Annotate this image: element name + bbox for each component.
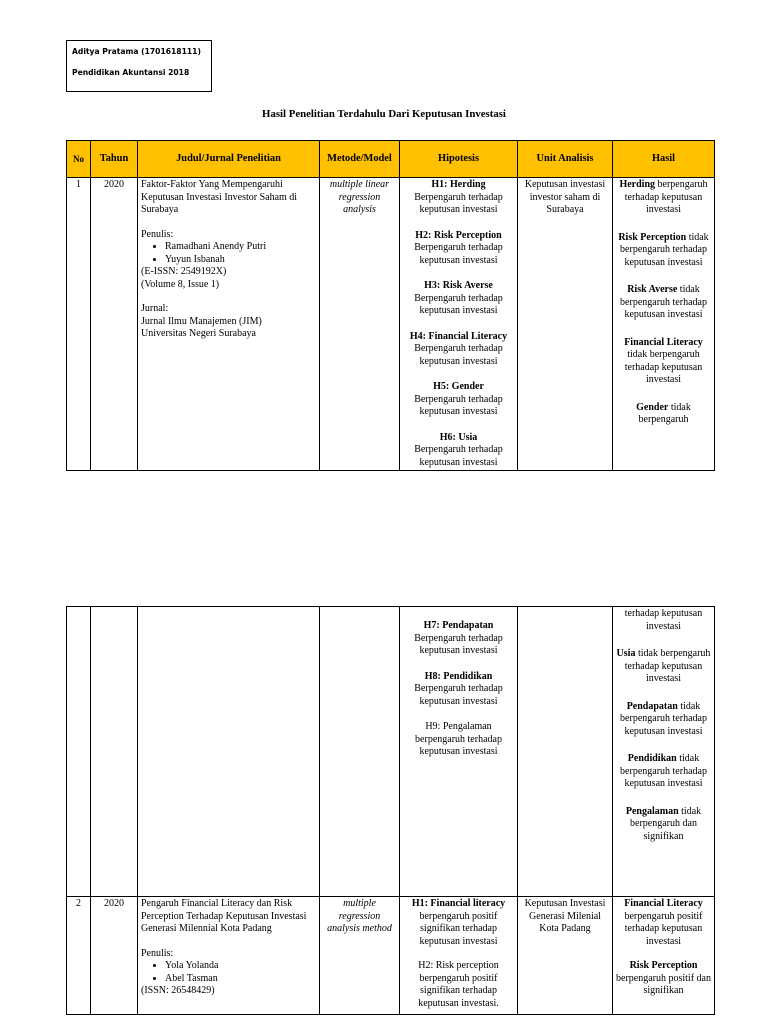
result-item: Herding berpengaruh terhadap keputusan investasi	[619, 179, 708, 215]
table-row	[67, 897, 715, 1015]
journal-label: Jurnal:	[141, 303, 169, 314]
row-results	[613, 897, 715, 1015]
research-table-page2	[66, 606, 715, 1015]
document-title: Hasil Penelitian Terdahulu Dari Keputusan Investasi	[262, 108, 506, 120]
hypothesis-item: H3: Risk Averse Berpengaruh terhadap keputusan investasi	[414, 280, 503, 316]
journal-name: Jurnal Ilmu Manajemen (JIM)	[141, 315, 262, 327]
hypothesis-item: H2: Risk Perception Berpengaruh terhadap keputusan investasi	[414, 229, 503, 266]
issn: (E-ISSN: 2549192X)	[141, 266, 227, 277]
result-item: Risk Perception tidak berpengaruh terhadap keputusan investasi	[618, 231, 709, 268]
hypothesis-item: H9: Pengalaman berpengaruh terhadap keputusan investasi	[415, 721, 502, 757]
row-hypotheses	[400, 897, 518, 1015]
authors-label: Penulis:	[141, 947, 174, 959]
row-results-continued	[613, 607, 715, 897]
result-item: Risk Perception berpengaruh positif dan signifikan	[616, 960, 711, 996]
row-journal-cell	[138, 178, 320, 471]
row-year: 2020	[91, 897, 138, 1015]
author-item: • Ramadhani Anendy Putri	[165, 241, 316, 254]
hypothesis-item: H8: Pendidikan Berpengaruh terhadap keputusan investasi	[414, 670, 503, 707]
row-unit: Keputusan Investasi Generasi Milenial Kota Padang	[518, 897, 613, 1015]
result-item: Pendidikan tidak berpengaruh terhadap keputusan investasi	[620, 753, 707, 789]
row-method: multiple regression analysis method	[320, 897, 400, 1015]
header-title: Judul/Jurnal Penelitian	[138, 141, 320, 178]
header-year: Tahun	[91, 141, 138, 178]
result-item: Pendapatan tidak berpengaruh terhadap keputusan investasi	[620, 700, 707, 737]
author-name: Aditya Pratama (1701618111)	[72, 47, 201, 56]
row-results	[613, 178, 715, 471]
author-list	[141, 241, 316, 266]
authors-label: Penulis:	[141, 228, 174, 240]
row-journal-cell	[138, 897, 320, 1015]
result-item: Financial Literacy berpengaruh positif terhadap keputusan investasi	[624, 898, 703, 947]
university: Universitas Negeri Surabaya	[141, 328, 256, 339]
result-item: Usia tidak berpengaruh terhadap keputusan investasi	[616, 648, 711, 684]
author-info-box	[66, 40, 212, 92]
table-header-row	[67, 141, 715, 178]
author-item: • Yola Yolanda	[165, 960, 316, 973]
hypothesis-item: H6: Usia Berpengaruh terhadap keputusan investasi	[414, 431, 503, 468]
paper-title: Faktor-Faktor Yang Mempengaruhi Keputusan Investasi Investor Saham di Surabaya	[141, 179, 298, 215]
volume: (Volume 8, Issue 1)	[141, 278, 220, 290]
table-row	[67, 178, 715, 471]
row-hypotheses-continued	[400, 607, 518, 897]
row-no: 2	[67, 897, 91, 1015]
header-no: No	[67, 141, 91, 178]
hypothesis-item: H2: Risk perception berpengaruh positif signifikan terhadap keputusan investasi.	[418, 960, 499, 1009]
hypothesis-item: H1: Herding Berpengaruh terhadap keputusan investasi	[414, 179, 503, 215]
hypothesis-item: H4: Financial Literacy Berpengaruh terhadap keputusan investasi	[409, 330, 508, 367]
row-year: 2020	[91, 178, 138, 471]
author-item: • Abel Tasman	[165, 973, 316, 986]
header-result: Hasil	[613, 141, 715, 178]
row-hypotheses	[400, 178, 518, 471]
result-item: Financial Literacy tidak berpengaruh terhadap keputusan investasi	[624, 336, 703, 385]
hypothesis-item: H5: Gender Berpengaruh terhadap keputusan investasi	[414, 381, 503, 417]
author-list	[141, 960, 316, 985]
author-item: • Yuyun Isbanah	[165, 254, 316, 267]
issn: (ISSN: 26548429)	[141, 985, 215, 996]
header-hypothesis: Hipotesis	[400, 141, 518, 178]
paper-title: Pengaruh Financial Literacy dan Risk Perception Terhadap Keputusan Investasi Generasi Milennial Kota Padang	[141, 898, 307, 934]
author-program: Pendidikan Akuntansi 2018	[72, 68, 190, 77]
hypothesis-item: H1: Financial literacy berpengaruh positif signifikan terhadap keputusan investasi	[411, 898, 506, 947]
row-unit: Keputusan investasi investor saham di Surabaya	[518, 178, 613, 471]
header-unit: Unit Analisis	[518, 141, 613, 178]
research-table-page1	[66, 140, 715, 471]
result-item: Pengalaman tidak berpengaruh dan signifikan	[625, 805, 702, 842]
result-continued-text: terhadap keputusan investasi	[624, 608, 703, 632]
header-method: Metode/Model	[320, 141, 400, 178]
table-row	[67, 607, 715, 897]
hypothesis-item: H7: Pendapatan Berpengaruh terhadap keputusan investasi	[414, 620, 503, 656]
result-item: Gender tidak berpengaruh	[636, 401, 691, 425]
result-item: Risk Averse tidak berpengaruh terhadap keputusan investasi	[620, 284, 707, 320]
row-method: multiple linear regression analysis	[320, 178, 400, 471]
row-no: 1	[67, 178, 91, 471]
